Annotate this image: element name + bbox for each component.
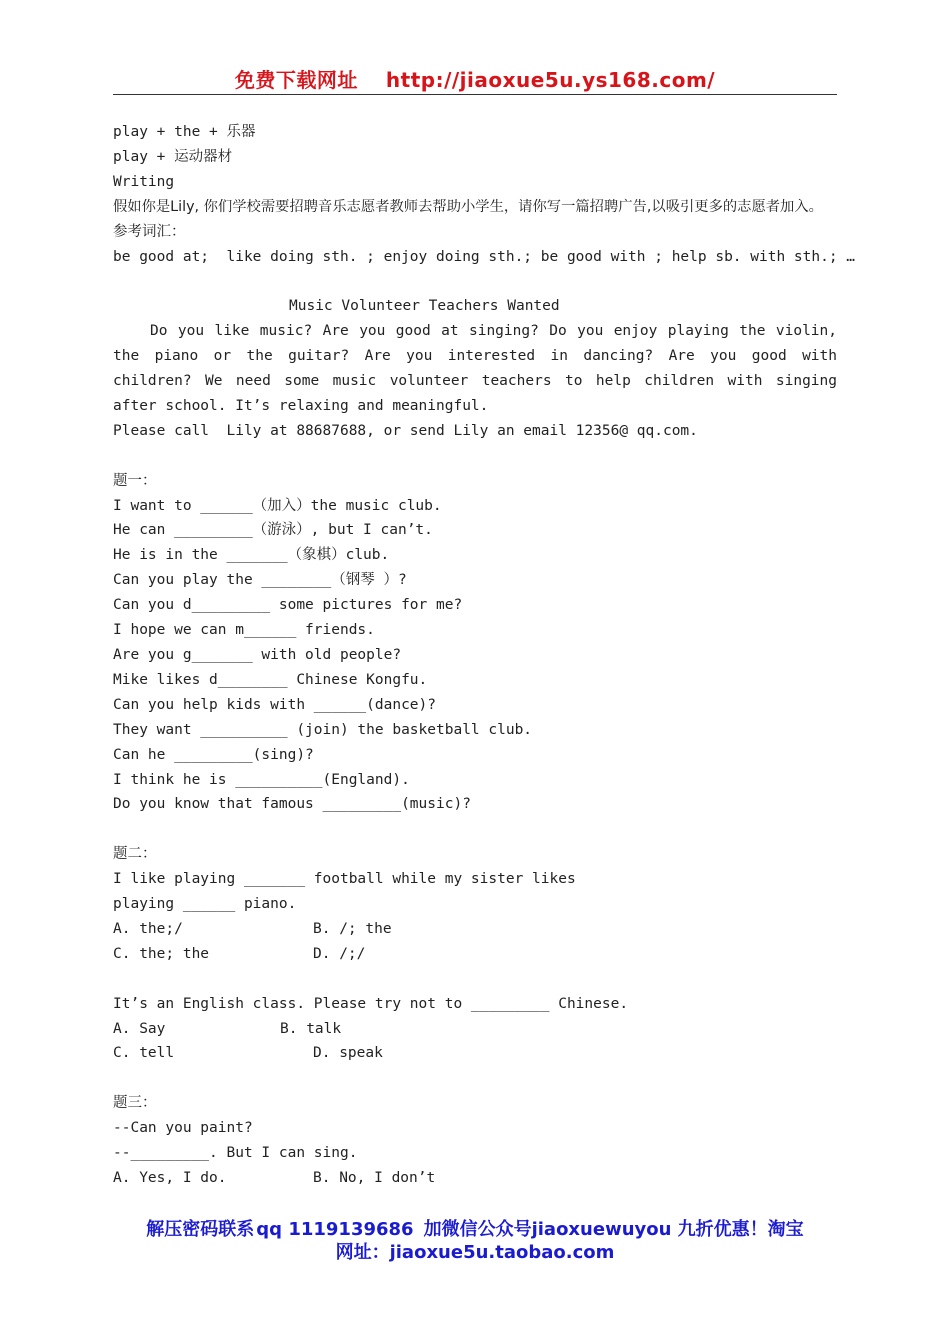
exercise-item: Can you help kids with ______(dance)?	[113, 696, 437, 713]
page-header	[113, 64, 837, 93]
spacer	[113, 967, 837, 992]
exercise-item: Mike likes d________ Chinese Kongfu.	[113, 671, 428, 688]
exercise-item: They want __________ (join) the basketball club.	[113, 721, 533, 738]
footer-line-1	[113, 1218, 837, 1241]
option-b: B. /; the	[313, 920, 392, 937]
spacer	[113, 1066, 837, 1091]
spacer	[113, 269, 837, 294]
writing-title: Writing	[113, 173, 175, 190]
exercise-item: Do you know that famous _________(music)?	[113, 796, 471, 813]
page-footer	[113, 1218, 837, 1264]
question-stem: I like playing _______ football while my sister likes	[113, 871, 576, 888]
option-b: B. No, I don’t	[313, 1169, 436, 1186]
exercise-item: He is in the _______（象棋）club.	[113, 547, 390, 564]
option-c: C. tell	[113, 1045, 175, 1062]
section-title: 题二：	[113, 846, 157, 863]
option-d: D. /;/	[313, 945, 366, 962]
header-url-link[interactable]: http://jiaoxue5u.ys168.com/	[385, 68, 716, 92]
vocab-label: 参考词汇：	[113, 223, 186, 240]
option-row	[113, 1017, 837, 1042]
option-d: D. speak	[313, 1045, 383, 1062]
option-row	[113, 917, 837, 942]
note-line: play + 运动器材	[113, 148, 233, 165]
footer-shop-link[interactable]: 网址：jiaoxue5u.taobao.com	[335, 1242, 615, 1263]
exercise-item: I want to ______（加入）the music club.	[113, 497, 442, 514]
exercise-item: Can you play the ________（钢琴 ）?	[113, 572, 407, 589]
footer-wechat: 加微信公众号jiaoxuewuyou 九折优惠！淘宝	[423, 1219, 804, 1240]
exercise-item: I hope we can m______ friends.	[113, 622, 375, 639]
question-stem: playing ______ piano.	[113, 896, 297, 913]
exercise-item: I think he is __________(England).	[113, 771, 410, 788]
essay-contact: Please call Lily at 88687688, or send Lily an email 12356@ qq.com.	[113, 422, 698, 439]
section-title: 题一：	[113, 472, 157, 489]
option-row	[113, 1041, 837, 1066]
essay-title: Music Volunteer Teachers Wanted	[289, 298, 560, 315]
header-label: 免费下载网址	[234, 68, 358, 92]
option-row	[113, 942, 837, 967]
exercise-item: Are you g_______ with old people?	[113, 647, 402, 663]
dialogue-line: --_________. But I can sing.	[113, 1145, 358, 1162]
spacer	[113, 817, 837, 842]
footer-prefix: 解压密码联系	[146, 1219, 255, 1240]
writing-prompt: 假如你是Lily, 你们学校需要招聘音乐志愿者教师去帮助小学生，请你写一篇招聘广告,以吸引更多的志愿者加入。	[113, 198, 823, 215]
question-stem: It’s an English class. Please try not to _________ Chinese.	[113, 995, 629, 1012]
note-line: play + the + 乐器	[113, 124, 256, 140]
exercise-item: Can you d_________ some pictures for me?	[113, 597, 463, 614]
option-a: A. Say	[113, 1020, 166, 1037]
section-title: 题三：	[113, 1095, 157, 1112]
essay-body: Do you like music? Are you good at singing? Do you enjoy playing the violin, the piano or the guitar? Are you interested in dancing? Are you good with children? We need some music volunteer teachers to help children with singing after school. It’s relaxing and meaningful.	[113, 323, 837, 414]
exercise-item: Can he _________(sing)?	[113, 746, 314, 763]
option-b: B. talk	[280, 1020, 342, 1037]
header-divider	[113, 94, 837, 95]
spacer	[113, 444, 837, 469]
option-a: A. Yes, I do.	[113, 1169, 227, 1186]
footer-qq: qq 1119139686	[256, 1219, 414, 1240]
document-body	[113, 120, 856, 1191]
exercise-item: He can _________（游泳）, but I can’t.	[113, 522, 433, 539]
vocab-list: be good at; like doing sth. ; enjoy doing sth.; be good with ; help sb. with sth.; …	[113, 248, 856, 265]
option-row	[113, 1166, 837, 1191]
option-a: A. the;/	[113, 920, 183, 937]
option-c: C. the; the	[113, 945, 210, 962]
dialogue-line: --Can you paint?	[113, 1120, 253, 1137]
